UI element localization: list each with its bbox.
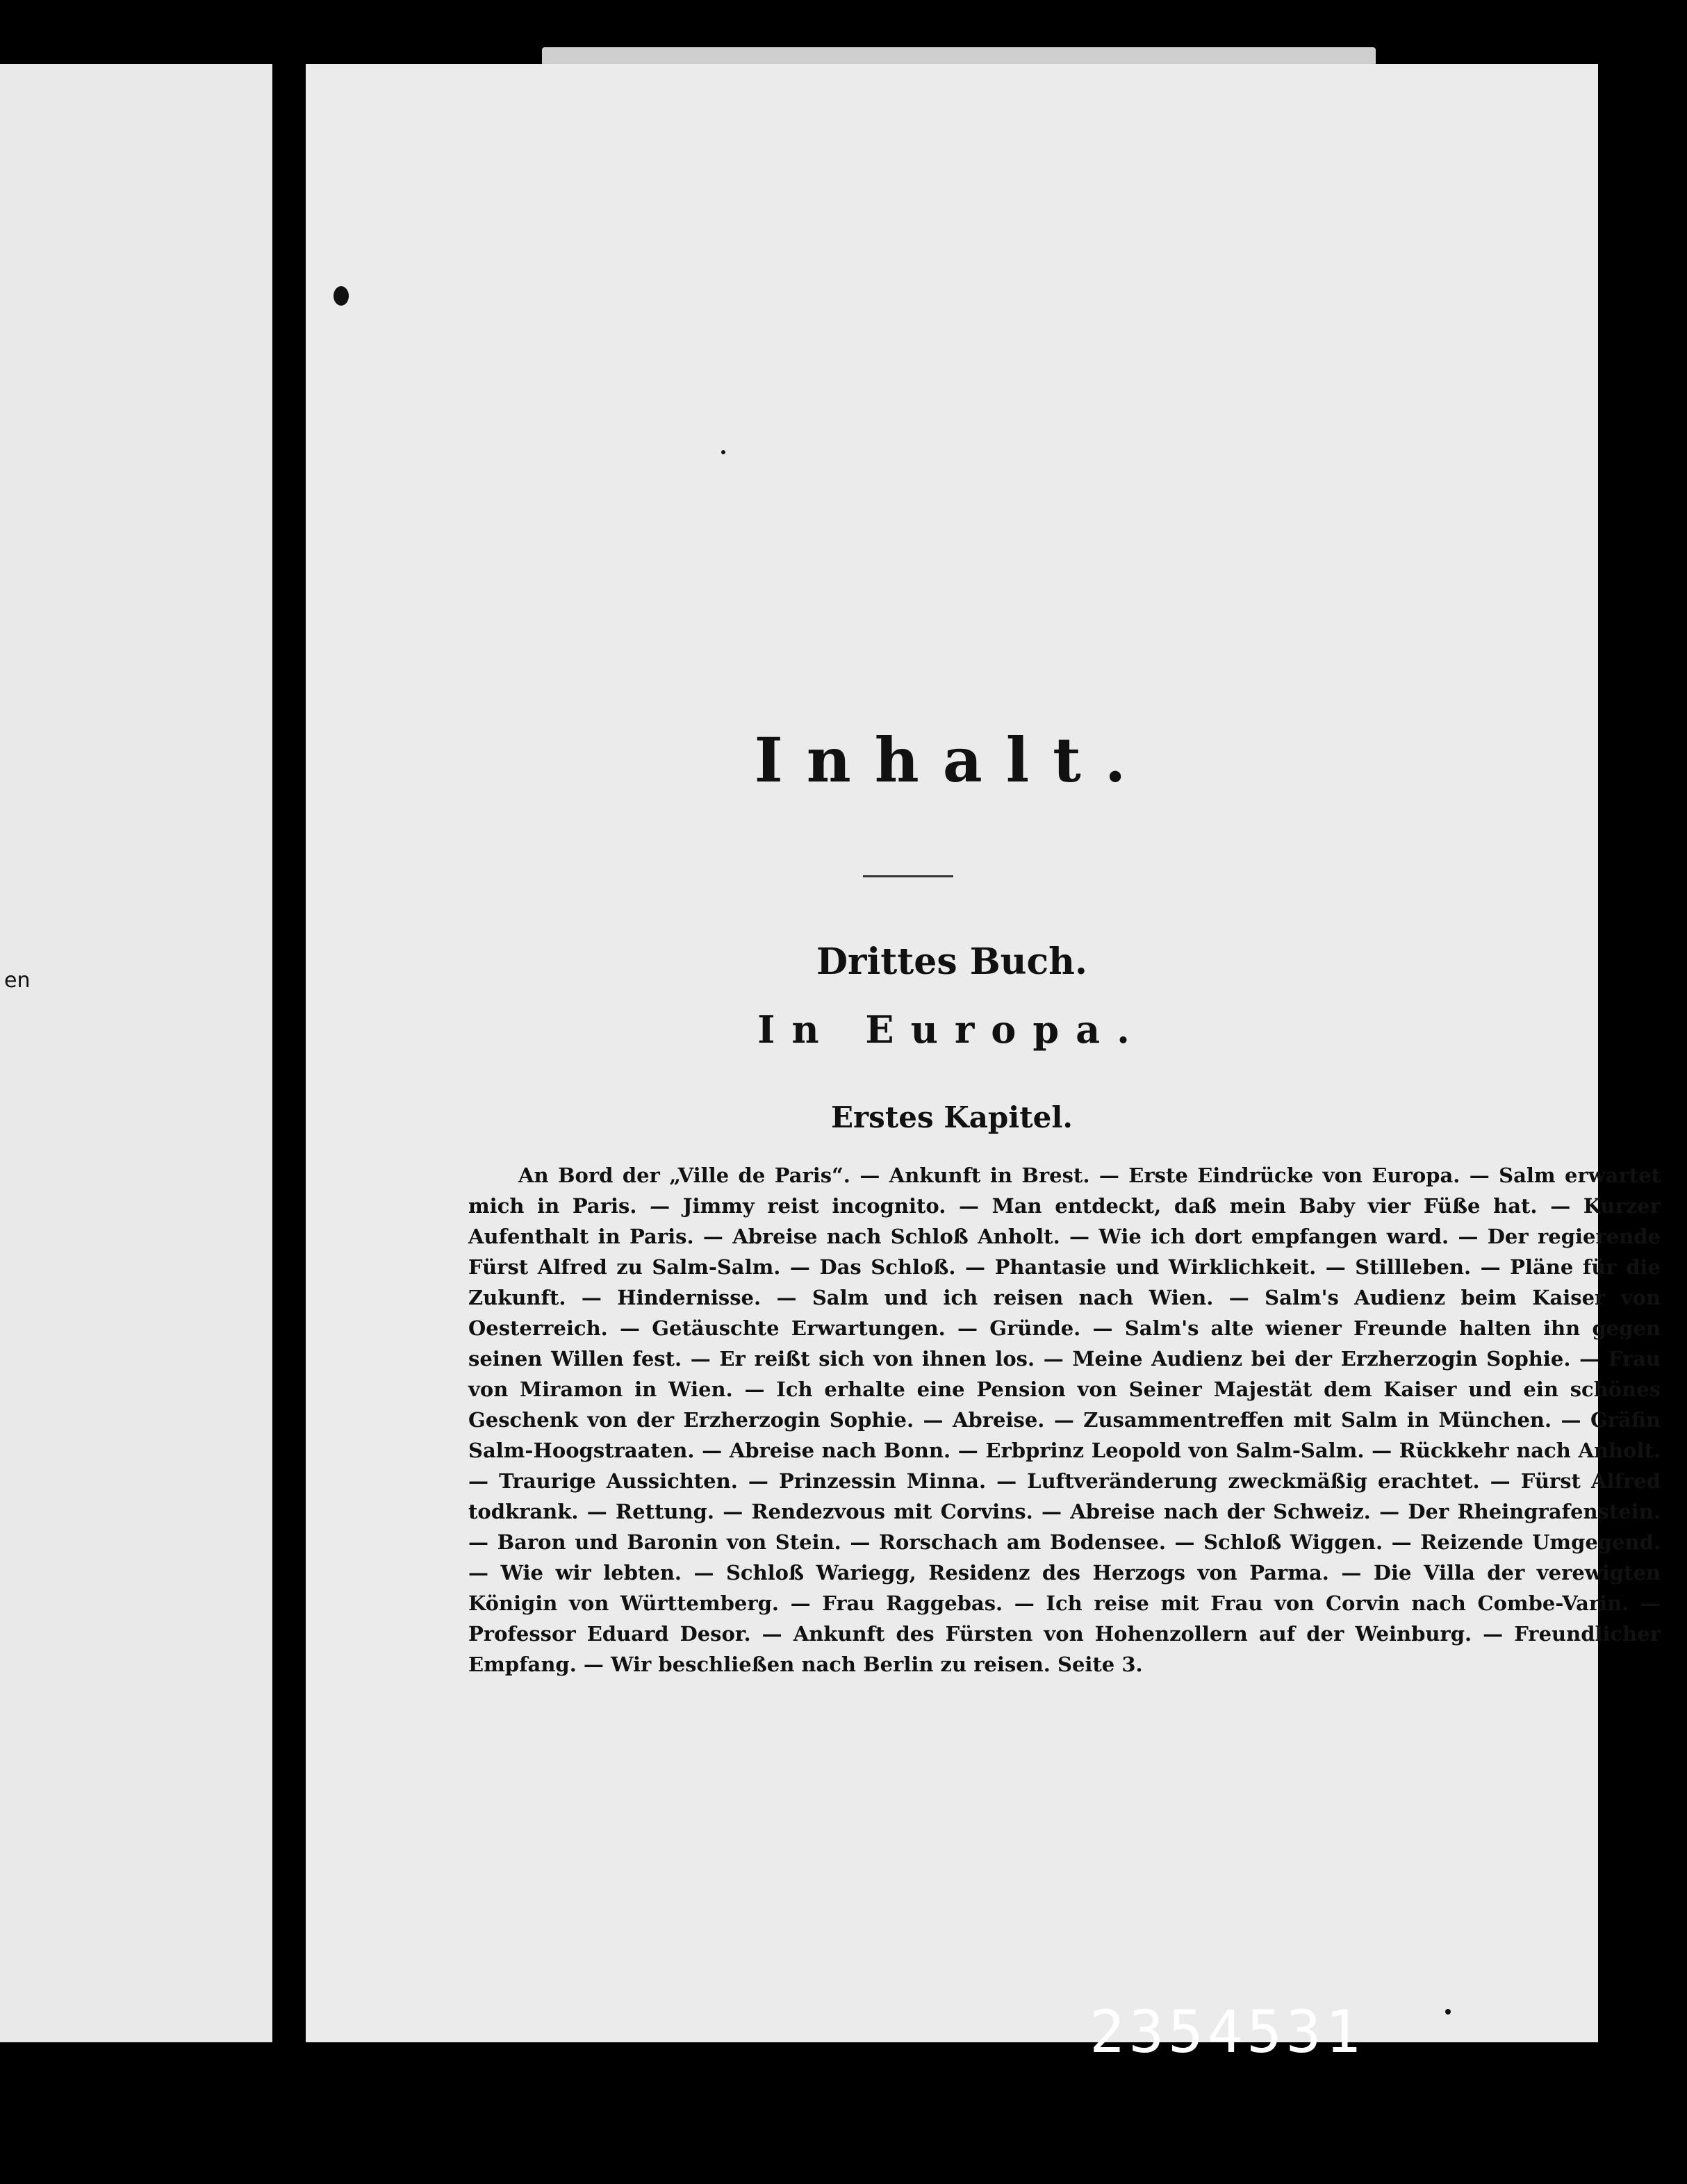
part-heading: In Europa.: [757, 1007, 1146, 1052]
page-title: Inhalt.: [754, 724, 1150, 796]
ink-speck: [721, 450, 725, 454]
book-heading: Drittes Buch.: [816, 941, 1088, 983]
ink-speck: [1445, 2009, 1451, 2015]
right-page: [306, 64, 1661, 2042]
left-page-text-fragment: en: [4, 968, 31, 993]
book-gutter: [272, 64, 306, 2042]
left-page: [0, 64, 272, 2042]
page-edge-tab: [542, 47, 1376, 65]
chapter-summary: An Bord der „Ville de Paris“. — Ankunft in Brest. — Erste Eindrücke von Europa. — Salm erwartet mich in Paris. — Jimmy reist incognito. — Man entdeckt, daß mein Baby vier Füße hat. — Kurzer Aufenthalt in Paris. — Abreise nach Schloß Anholt. — Wie ich dort empfangen ward. — Der regierende Fürst Alfred zu Salm-Salm. — Das Schloß. — Phantasie und Wirklichkeit. — Stillleben. — Pläne für die Zukunft. — Hindernisse. — Salm und ich reisen nach Wien. — Salm's Audienz beim Kaiser von Oesterreich. — Getäuschte Erwartungen. — Gründe. — Salm's alte wiener Freunde halten ihn gegen seinen Willen fest. — Er reißt sich von ihnen los. — Meine Audienz bei der Erzherzogin Sophie. — Frau von Miramon in Wien. — Ich erhalte eine Pension von Seiner Majestät dem Kaiser und ein schönes Geschenk von der Erzherzogin Sophie. — Abreise. — Zusammentreffen mit Salm in München. — Gräfin Salm-Hoogstraaten. — Abreise nach Bonn. — Erbprinz Leopold von Salm-Salm. — Rückkehr nach Anholt. — Traurige Aussichten. — Prinzessin Minna. — Luftveränderung zweckmäßig erachtet. — Fürst Alfred todkrank. — Rettung. — Rendezvous mit Corvins. — Abreise nach der Schweiz. — Der Rheingrafenstein. — Baron und Baronin von Stein. — Rorschach am Bodensee. — Schloß Wiggen. — Reizende Umgegend. — Wie wir lebten. — Schloß Wariegg, Residenz des Herzogs von Parma. — Die Villa der verewigten Königin von Württemberg. — Frau Raggebas. — Ich reise mit Frau von Corvin nach Combe-Varin. — Professor Eduard Desor. — Ankunft des Fürsten von Hohenzollern auf der Weinburg. — Freundlicher Empfang. — Wir beschließen nach Berlin zu reisen. Seite 3.: [468, 1164, 1661, 1676]
shelfmark-number: 2354531: [1089, 1998, 1365, 2066]
ornamental-rule: [863, 875, 953, 877]
ink-speck: [334, 286, 349, 306]
chapter-heading: Erstes Kapitel.: [831, 1100, 1073, 1134]
